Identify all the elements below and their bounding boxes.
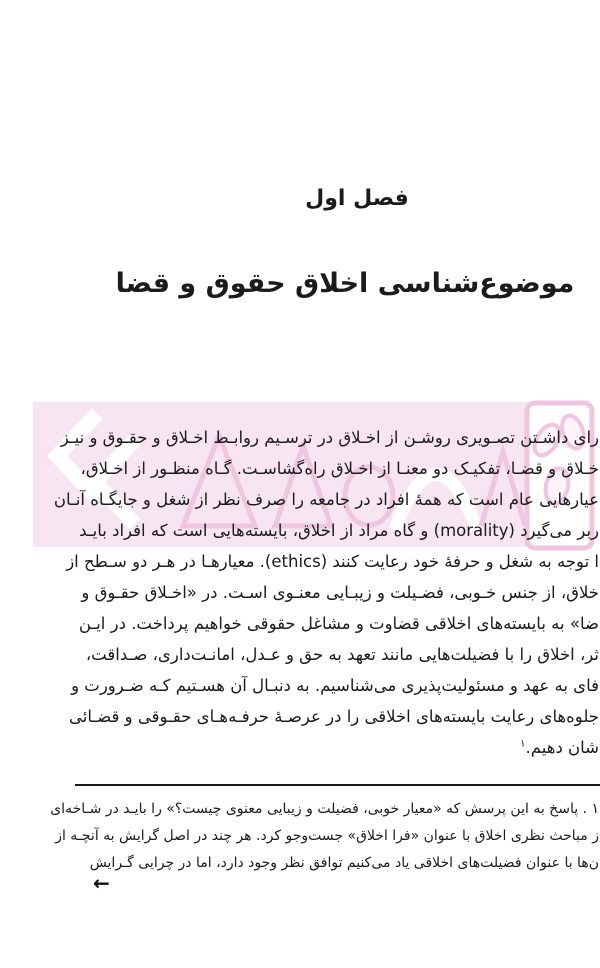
body-line: خلاق، از جنس خـوبی، فضـیلت و زیبـایی معنـوی اسـت. در «اخـلاق حقـوق و	[81, 583, 599, 602]
footnote-divider	[75, 784, 600, 786]
body-line: عیارهایی عام است که همهٔ افراد در جامعه را صرف نظر از شغل و جایگـاه آنـان	[53, 490, 599, 509]
body-line: فای به عهد و مسئولیت‌پذیری می‌شناسیم. به دنبـال آن هسـتیم کـه ضـرورت و	[71, 676, 599, 695]
body-line: ضا» به بایسته‌های اخلاقی قضاوت و مشاغل حقوقی خواهیم پرداخت. در ایـن	[78, 614, 599, 633]
body-line: ربر می‌گیرد (morality) و گاه مراد از اخلاق، بایسته‌هایی است که افراد بایـد	[79, 521, 599, 540]
footnote-block	[0, 796, 599, 877]
footnote-line: ۱ . پاسخ به این پرسش که «معیار خوبی، فضیلت و زیبایی معنوی چیست؟» را بایـد در شـاخه‌ای	[50, 801, 599, 817]
body-paragraph	[0, 422, 599, 763]
body-line: ا توجه به شغل و حرفهٔ خود رعایت کنند (ethics). معیارهـا در هـر دو سـطح از	[66, 552, 599, 571]
footnote-continuation-arrow-icon: ←	[93, 871, 110, 895]
chapter-title-heading: موضوع‌شناسی اخلاق حقوق و قضا	[115, 268, 575, 299]
body-line: ثر، اخلاق را با فضیلت‌هایی مانند تعهد به حق و عـدل، امانـت‌داری، صـداقت،	[85, 645, 599, 664]
footnote-line: ن‌ها با عنوان فضیلت‌های اخلاقی یاد می‌کنیم توافق نظر وجود دارد، اما در چرایی گـرایش	[89, 855, 599, 871]
body-line: رای داشـتن تصـویری روشـن از اخـلاق در ترسـیم روابـط اخـلاق و حقـوق و نیـز	[60, 428, 599, 447]
footnote-reference-marker: ۱	[520, 738, 526, 750]
body-line: خـلاق و قضـا، تفکیـک دو معنـا از اخـلاق راه‌گشاسـت. گـاه منظـور از اخـلاق،	[80, 459, 599, 478]
footnote-line: ز مباحث نظری اخلاق با عنوان «فرا اخلاق» جست‌وجو کرد. هر چند در اصل گرایش به آنچـه از	[55, 828, 599, 844]
chapter-number-heading: فصل اول	[305, 186, 409, 211]
body-last-line-text: شان دهیم.	[525, 738, 599, 757]
body-last-line	[0, 732, 599, 763]
body-line: جلوه‌های رعایت بایسته‌های اخلاقی را در عرصـهٔ حرفـه‌هـای حقـوقی و قضـائی	[69, 707, 599, 726]
